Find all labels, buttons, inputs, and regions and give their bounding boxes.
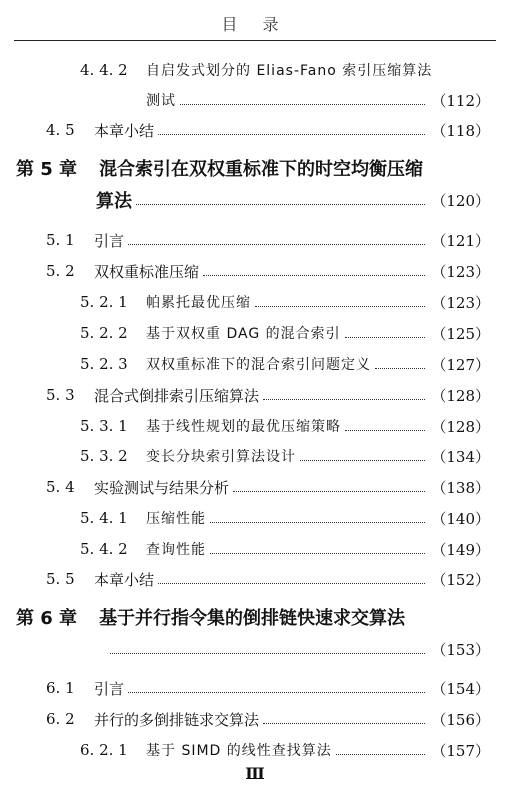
dot-leader bbox=[345, 337, 426, 338]
entry-number: 6. 2 bbox=[46, 710, 75, 728]
entry-title: 变长分块索引算法设计 bbox=[146, 449, 296, 465]
dot-leader bbox=[263, 399, 425, 400]
entry-number: 5. 1 bbox=[46, 231, 75, 249]
dot-leader bbox=[210, 522, 425, 523]
entry-number: 4. 5 bbox=[46, 121, 75, 139]
chapter-title: 基于并行指令集的倒排链快速求交算法 bbox=[99, 608, 406, 629]
toc-entry-5-4[interactable] bbox=[46, 475, 490, 499]
toc-entry-5-4-2[interactable] bbox=[80, 537, 490, 561]
entry-title: 压缩性能 bbox=[146, 511, 206, 527]
dot-leader bbox=[128, 692, 425, 693]
entry-page: （112） bbox=[431, 91, 490, 110]
entry-title: 并行的多倒排链求交算法 bbox=[94, 710, 260, 729]
toc-chapter-6[interactable] bbox=[16, 605, 490, 629]
toc-entry-6-2-1[interactable] bbox=[80, 738, 490, 762]
entry-page: （153） bbox=[431, 640, 490, 659]
entry-page: （125） bbox=[431, 324, 490, 343]
dot-leader bbox=[233, 491, 425, 492]
entry-number: 5. 4. 1 bbox=[80, 509, 128, 527]
entry-title: 混合式倒排索引压缩算法 bbox=[94, 386, 260, 405]
toc-entry-4-4-2[interactable] bbox=[80, 58, 490, 82]
entry-number: 5. 2. 3 bbox=[80, 355, 128, 373]
entry-number: 6. 2. 1 bbox=[80, 741, 128, 759]
dot-leader bbox=[375, 368, 425, 369]
chapter-title: 混合索引在双权重标准下的时空均衡压缩 bbox=[99, 159, 424, 180]
toc-chapter-5[interactable] bbox=[16, 156, 490, 180]
entry-page: （134） bbox=[431, 447, 490, 466]
entry-page: （127） bbox=[431, 355, 490, 374]
toc-entry-5-3[interactable] bbox=[46, 383, 490, 407]
entry-number: 6. 1 bbox=[46, 679, 75, 697]
header-rule bbox=[14, 40, 496, 41]
dot-leader bbox=[210, 553, 425, 554]
entry-title: 本章小结 bbox=[94, 570, 155, 589]
entry-page: （121） bbox=[431, 231, 490, 250]
dot-leader bbox=[336, 754, 426, 755]
entry-page: （128） bbox=[431, 386, 490, 405]
toc-entry-5-5[interactable] bbox=[46, 567, 490, 591]
chapter-number: 第 6 章 bbox=[16, 608, 78, 629]
entry-title: 实验测试与结果分析 bbox=[94, 478, 230, 497]
toc-chapter-5-cont[interactable] bbox=[96, 188, 490, 212]
entry-number: 5. 2 bbox=[46, 262, 75, 280]
entry-page: （154） bbox=[431, 679, 490, 698]
entry-number: 5. 2. 1 bbox=[80, 293, 128, 311]
dot-leader bbox=[110, 653, 425, 654]
toc-entry-5-3-1[interactable] bbox=[80, 414, 490, 438]
entry-number: 5. 5 bbox=[46, 570, 75, 588]
dot-leader bbox=[300, 460, 425, 461]
entry-page: （140） bbox=[431, 509, 490, 528]
entry-page: （120） bbox=[431, 191, 490, 210]
entry-page: （138） bbox=[431, 478, 490, 497]
dot-leader bbox=[263, 723, 425, 724]
dot-leader bbox=[255, 306, 425, 307]
entry-title: 双权重标准下的混合索引问题定义 bbox=[146, 357, 371, 373]
dot-leader bbox=[345, 430, 425, 431]
toc-entry-5-2-2[interactable] bbox=[80, 321, 490, 345]
toc-entry-5-2-1[interactable] bbox=[80, 290, 490, 314]
chapter-title-continuation: 算法 bbox=[96, 191, 132, 212]
entry-page: （118） bbox=[431, 121, 490, 140]
chapter-number: 第 5 章 bbox=[16, 159, 78, 180]
entry-number: 4. 4. 2 bbox=[80, 61, 128, 79]
entry-page: （128） bbox=[431, 417, 490, 436]
entry-title: 双权重标准压缩 bbox=[94, 262, 200, 281]
entry-number: 5. 2. 2 bbox=[80, 324, 128, 342]
toc-entry-6-1[interactable] bbox=[46, 676, 490, 700]
entry-title: 基于线性规划的最优压缩策略 bbox=[146, 419, 341, 435]
dot-leader bbox=[158, 583, 425, 584]
dot-leader bbox=[203, 275, 425, 276]
page-folio: Ⅲ bbox=[245, 764, 265, 783]
entry-page: （152） bbox=[431, 570, 490, 589]
entry-number: 5. 3. 1 bbox=[80, 417, 128, 435]
entry-number: 5. 4 bbox=[46, 478, 75, 496]
entry-title: 查询性能 bbox=[146, 542, 206, 558]
entry-title: 基于双权重 DAG 的混合索引 bbox=[146, 326, 341, 342]
dot-leader bbox=[158, 134, 425, 135]
entry-page: （156） bbox=[431, 710, 490, 729]
entry-number: 5. 4. 2 bbox=[80, 540, 128, 558]
entry-page: （123） bbox=[431, 293, 490, 312]
entry-title: 帕累托最优压缩 bbox=[146, 295, 251, 311]
entry-title: 自启发式划分的 Elias-Fano 索引压缩算法 bbox=[146, 63, 433, 79]
entry-title: 引言 bbox=[94, 679, 125, 698]
toc-entry-4-5[interactable] bbox=[46, 118, 490, 142]
dot-leader bbox=[136, 204, 425, 205]
entry-number: 5. 3 bbox=[46, 386, 75, 404]
toc-entry-5-4-1[interactable] bbox=[80, 506, 490, 530]
entry-number: 5. 3. 2 bbox=[80, 447, 128, 465]
toc-chapter-6-cont[interactable] bbox=[110, 637, 490, 661]
toc-entry-5-1[interactable] bbox=[46, 228, 490, 252]
dot-leader bbox=[180, 104, 425, 105]
entry-page: （157） bbox=[431, 741, 490, 760]
entry-title: 本章小结 bbox=[94, 121, 155, 140]
running-header: 目 录 bbox=[221, 15, 289, 34]
entry-page: （149） bbox=[431, 540, 490, 559]
entry-title: 基于 SIMD 的线性查找算法 bbox=[146, 743, 332, 759]
toc-entry-5-3-2[interactable] bbox=[80, 444, 490, 468]
toc-entry-5-2[interactable] bbox=[46, 259, 490, 283]
dot-leader bbox=[128, 244, 425, 245]
entry-page: （123） bbox=[431, 262, 490, 281]
toc-entry-6-2[interactable] bbox=[46, 707, 490, 731]
entry-title: 引言 bbox=[94, 231, 125, 250]
entry-title-continuation: 测试 bbox=[146, 93, 176, 109]
toc-entry-4-4-2-cont[interactable] bbox=[146, 88, 490, 112]
toc-entry-5-2-3[interactable] bbox=[80, 352, 490, 376]
